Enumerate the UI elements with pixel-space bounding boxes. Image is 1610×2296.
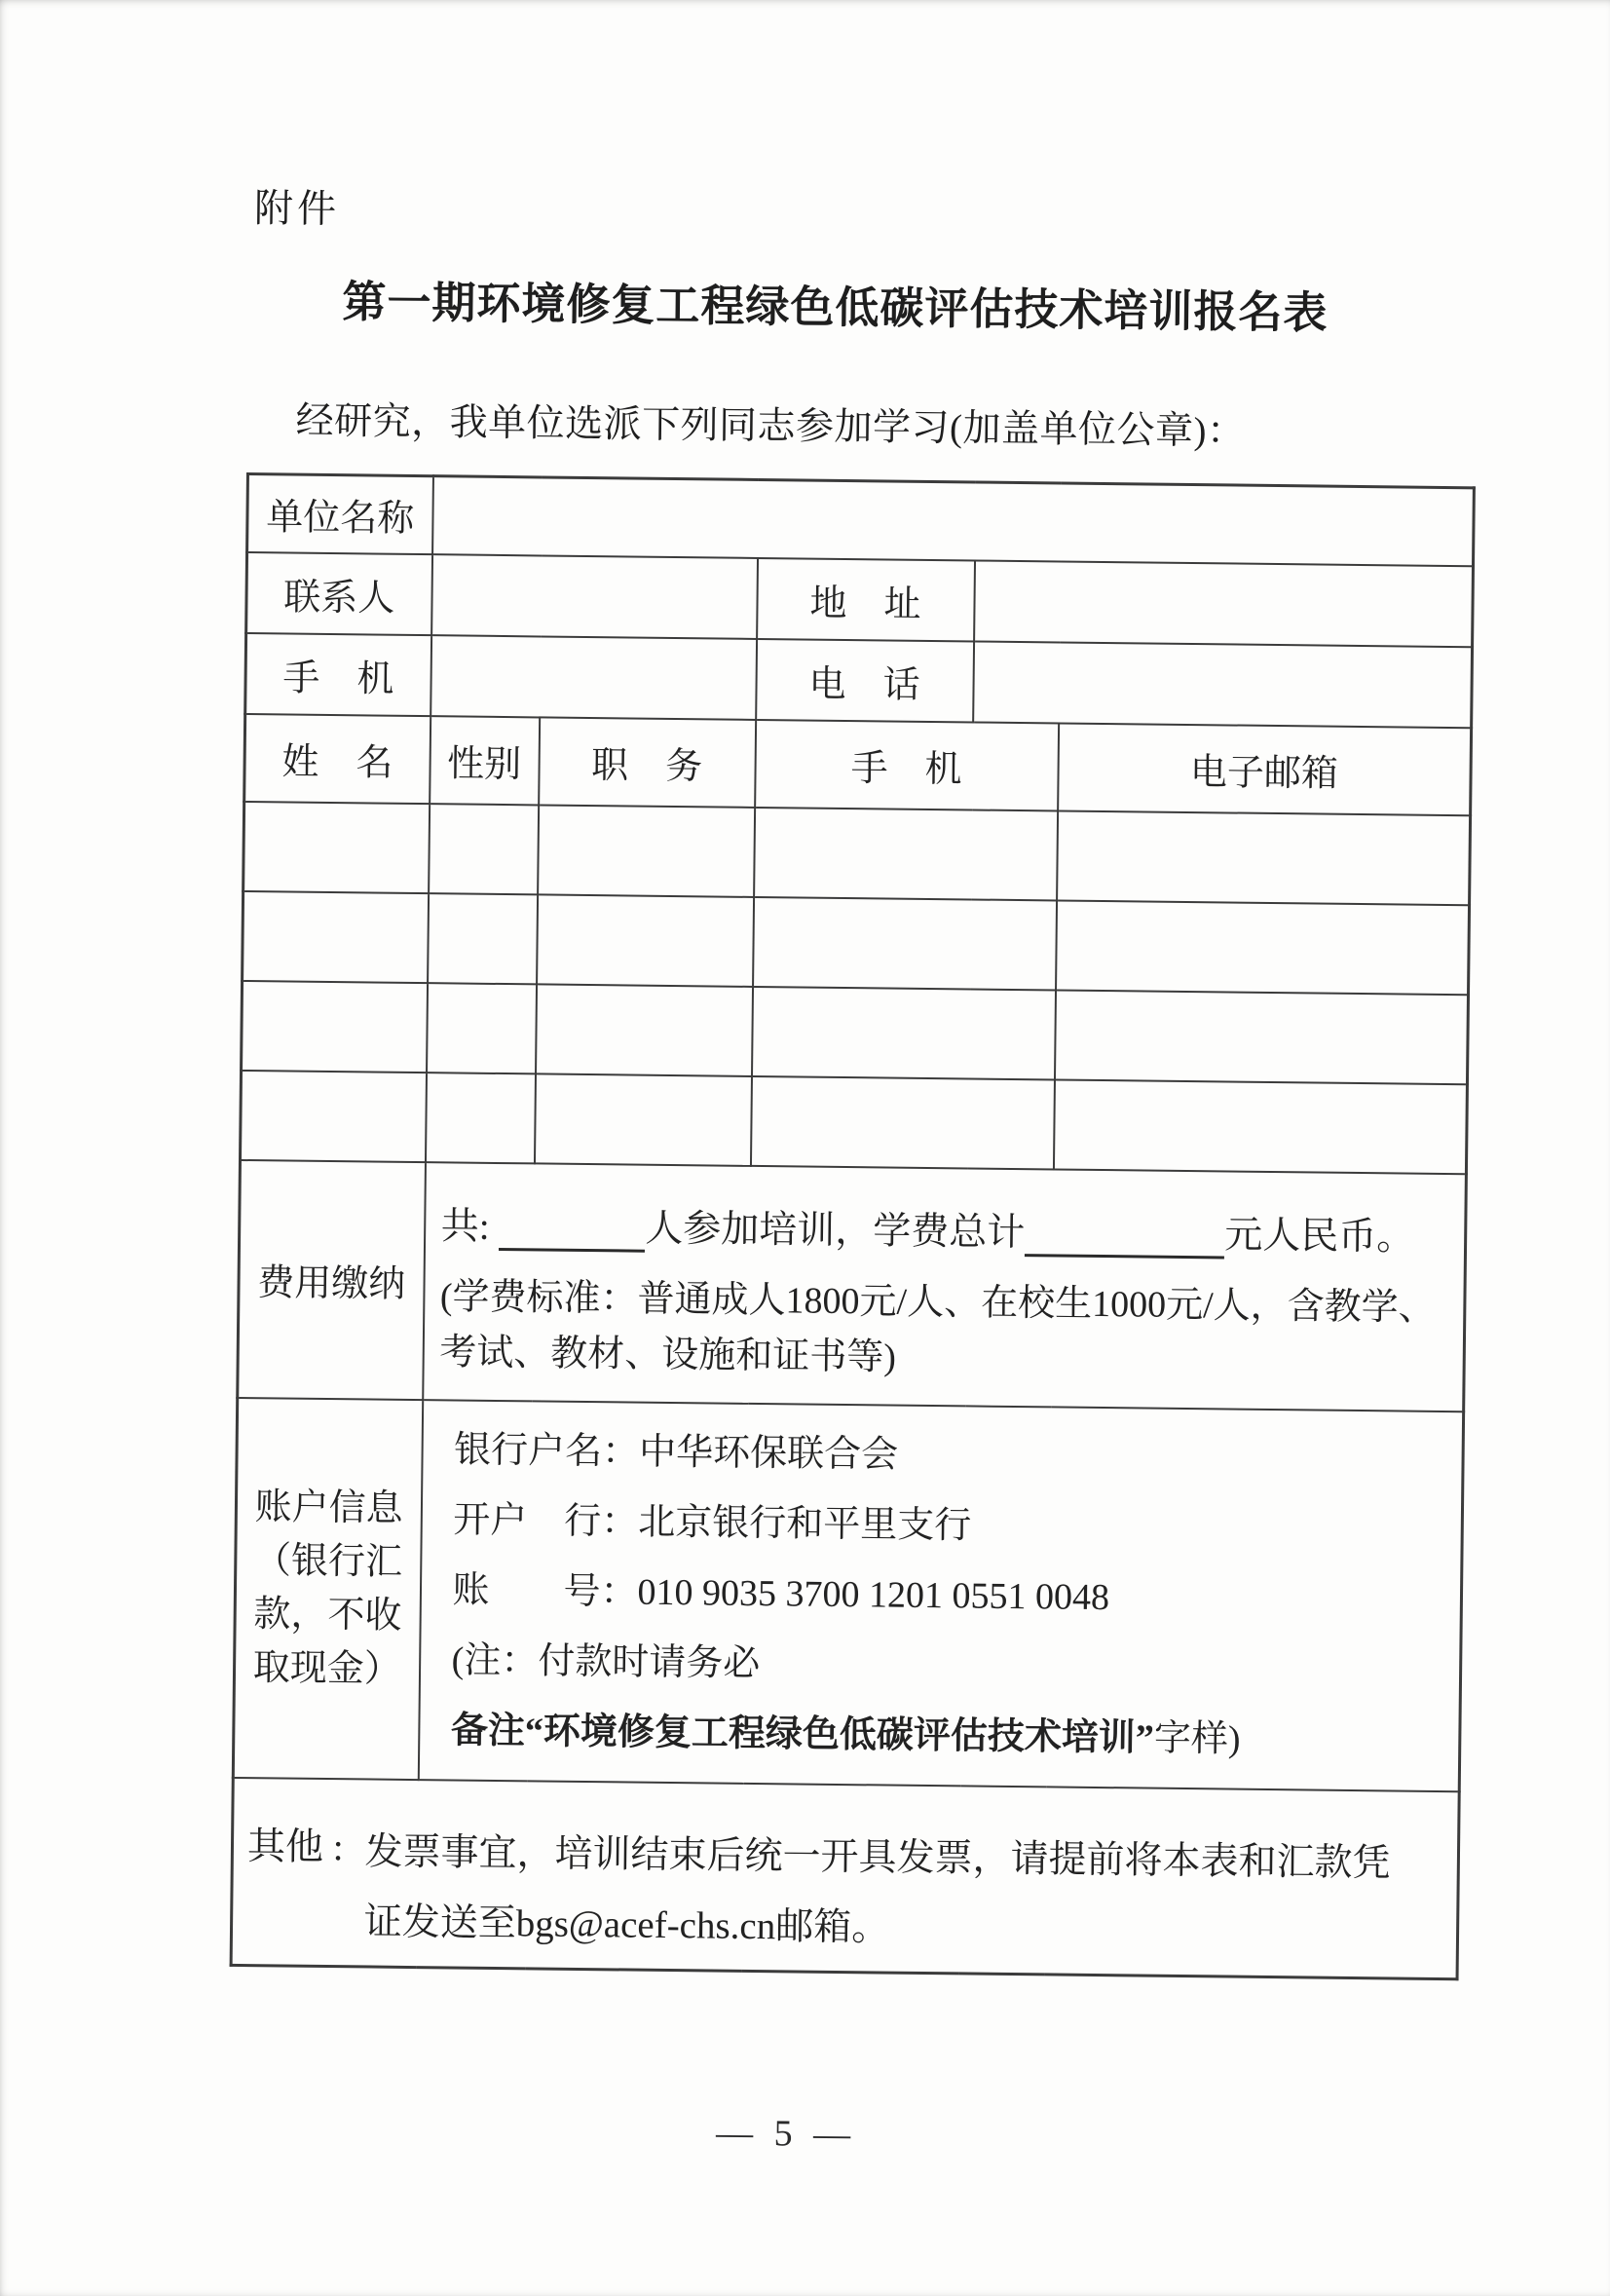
registration-form-table bbox=[230, 472, 1476, 1980]
table-row bbox=[245, 633, 1473, 728]
fee-count-blank bbox=[499, 1206, 646, 1252]
table-row bbox=[246, 552, 1474, 647]
attendee-email-cell bbox=[1056, 900, 1470, 995]
other-row bbox=[231, 1778, 1459, 1978]
account-content-cell bbox=[418, 1400, 1463, 1792]
attendee-email-cell bbox=[1053, 1079, 1467, 1174]
phone-label: 电 话 bbox=[756, 638, 974, 722]
account-label-line: 取现金） bbox=[252, 1647, 402, 1690]
mobile-value-cell bbox=[431, 635, 757, 720]
fee-standard-note: (学费标准：普通成人1800元/人、在校生1000元/人，含教学、考试、教材、设施和证书等) bbox=[439, 1275, 1436, 1378]
attendee-name-cell bbox=[240, 1070, 426, 1161]
attendee-mobile-cell bbox=[753, 896, 1057, 990]
attendee-gender-cell bbox=[425, 1073, 535, 1163]
account-label-line: 款，不收 bbox=[253, 1594, 402, 1637]
payment-note-bold: 备注“环境修复工程绿色低碳评估技术培训” bbox=[450, 1710, 1155, 1759]
address-value-cell bbox=[974, 560, 1474, 647]
fee-summary-line bbox=[440, 1195, 1452, 1261]
attendee-email-cell bbox=[1057, 810, 1471, 905]
fee-suffix: 元人民币。 bbox=[1224, 1213, 1415, 1259]
org-name-label: 单位名称 bbox=[247, 474, 433, 554]
fee-total-blank bbox=[1025, 1213, 1224, 1259]
contact-value-cell bbox=[431, 554, 758, 639]
attendee-position-cell bbox=[534, 1073, 751, 1166]
attachment-label: 附件 bbox=[253, 186, 341, 232]
table-row bbox=[247, 474, 1475, 566]
bank-branch: 开户 行：北京银行和平里支行 bbox=[453, 1499, 972, 1547]
mobile-label: 手 机 bbox=[245, 633, 431, 716]
page-number: — 5 — bbox=[715, 2112, 857, 2156]
attendee-gender-cell bbox=[428, 893, 538, 984]
payment-note-suffix: 字样) bbox=[1153, 1717, 1241, 1760]
col-header-email: 电子邮箱 bbox=[1058, 723, 1472, 815]
bank-account-name: 银行户名：中华环保联合会 bbox=[453, 1428, 899, 1476]
col-header-gender: 性别 bbox=[430, 716, 540, 805]
other-content-cell bbox=[231, 1778, 1459, 1978]
fee-label: 费用缴纳 bbox=[238, 1159, 426, 1399]
fee-mid: 人参加培训，学费总计 bbox=[645, 1207, 1026, 1254]
intro-text: 经研究，我单位选派下列同志参加学习(加盖单位公章)： bbox=[295, 399, 1246, 453]
account-row bbox=[233, 1397, 1463, 1791]
attendee-mobile-cell bbox=[750, 1075, 1054, 1169]
attendee-empty-rows bbox=[240, 801, 1470, 1173]
phone-value-cell bbox=[973, 641, 1473, 728]
attendee-gender-cell bbox=[427, 983, 537, 1073]
attendee-position-cell bbox=[537, 894, 754, 987]
invoice-instructions: 发票事宜，培训结束后统一开具发票，请提前将本表和汇款凭证发送至bgs@acef-chs.cn邮箱。 bbox=[363, 1830, 1391, 1949]
page-title: 第一期环境修复工程绿色低碳评估技术培训报名表 bbox=[342, 278, 1329, 338]
account-label-line: 账户信息 bbox=[254, 1486, 403, 1529]
col-header-name: 姓 名 bbox=[244, 714, 431, 804]
fee-prefix: 共: bbox=[440, 1204, 490, 1248]
attendee-row bbox=[240, 1070, 1467, 1173]
attendee-position-cell bbox=[538, 805, 755, 897]
attendee-email-cell bbox=[1054, 990, 1468, 1084]
fee-content-cell bbox=[423, 1162, 1467, 1411]
payment-note bbox=[450, 1696, 1448, 1778]
account-label bbox=[233, 1397, 422, 1780]
attendee-mobile-cell bbox=[754, 807, 1058, 900]
attendee-name-cell bbox=[242, 980, 428, 1072]
account-label-line: （银行汇 bbox=[253, 1540, 403, 1583]
col-header-mobile: 手 机 bbox=[755, 719, 1059, 810]
attendee-row bbox=[243, 890, 1470, 994]
attendee-name-cell bbox=[243, 890, 429, 982]
org-name-value-cell bbox=[432, 476, 1475, 566]
contact-label: 联系人 bbox=[246, 552, 432, 635]
attendee-mobile-cell bbox=[752, 986, 1056, 1079]
attendee-row bbox=[242, 980, 1469, 1083]
attendee-header-row bbox=[244, 714, 1472, 815]
bank-account-number: 账 号：010 9035 3700 1201 0551 0048 bbox=[452, 1569, 1110, 1618]
address-label: 地 址 bbox=[757, 557, 975, 641]
attendee-gender-cell bbox=[429, 804, 539, 894]
payment-note-prefix: (注：付款时请务必 bbox=[451, 1639, 761, 1685]
attendee-position-cell bbox=[536, 984, 753, 1076]
fee-row bbox=[238, 1159, 1467, 1411]
attendee-name-cell bbox=[243, 801, 430, 892]
col-header-position: 职 务 bbox=[539, 717, 756, 808]
other-label: 其他 : bbox=[246, 1826, 344, 1869]
attendee-row bbox=[243, 801, 1471, 904]
